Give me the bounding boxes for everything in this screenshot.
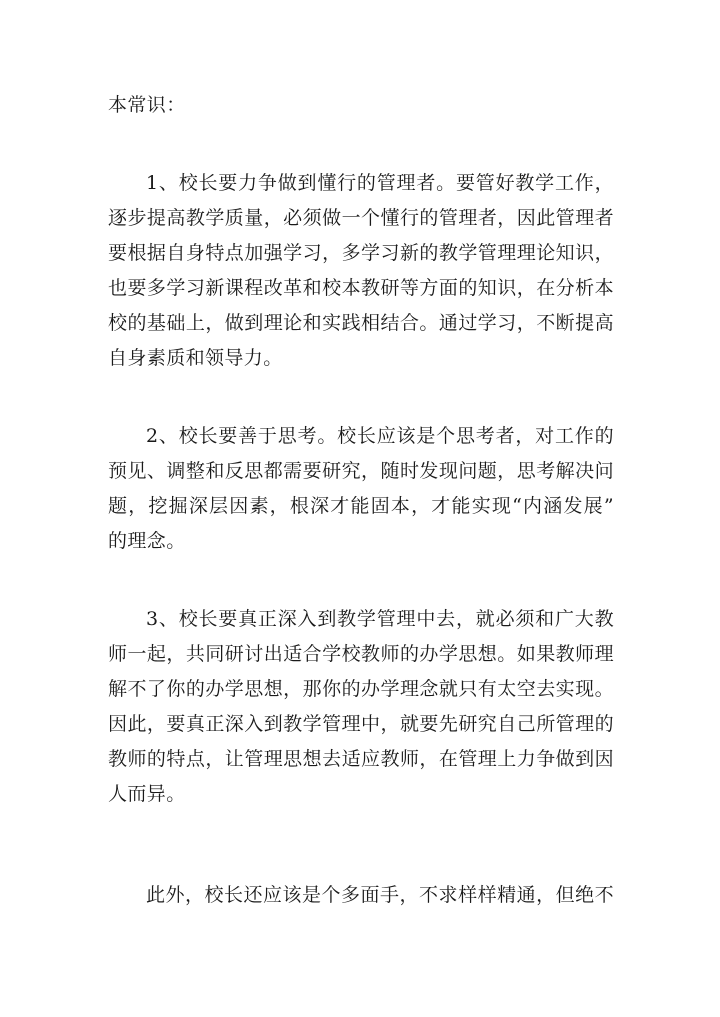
paragraph-1-line-3: 要根据自身特点加强学习，多学习新的教学管理理论知识，: [108, 242, 614, 264]
paragraph-2-line-1: 2、校长要善于思考。校长应该是个思考者，对工作的: [146, 425, 614, 447]
paragraph-2-line-3: 题，挖掘深层因素，根深才能固本，才能实现“内涵发展”: [108, 495, 614, 517]
paragraph-4-line-1: 此外，校长还应该是个多面手，不求样样精通，但绝不: [146, 884, 614, 906]
paragraph-3-line-5: 教师的特点，让管理思想去适应教师，在管理上力争做到因: [108, 748, 614, 770]
paragraph-1-line-2: 逐步提高教学质量，必须做一个懂行的管理者，因此管理者: [108, 207, 614, 229]
paragraph-1-line-6: 自身素质和领导力。: [108, 347, 283, 369]
paragraph-3-line-4: 因此，要真正深入到教学管理中，就要先研究自己所管理的: [108, 713, 614, 735]
paragraph-1-line-5: 校的基础上，做到理论和实践相结合。通过学习，不断提高: [108, 312, 614, 334]
paragraph-3-line-2: 师一起，共同研讨出适合学校教师的办学思想。如果教师理: [108, 643, 614, 665]
paragraph-3-line-1: 3、校长要真正深入到教学管理中去，就必须和广大教: [146, 608, 614, 630]
paragraph-3-line-3: 解不了你的办学思想，那你的办学理念就只有太空去实现。: [108, 678, 614, 700]
paragraph-2-line-2: 预见、调整和反思都需要研究，随时发现问题，思考解决问: [108, 460, 614, 482]
intro-line: 本常识：: [108, 94, 186, 116]
paragraph-2-line-4: 的理念。: [108, 530, 186, 552]
paragraph-3-line-6: 人而异。: [108, 783, 186, 805]
paragraph-1-line-1: 1、校长要力争做到懂行的管理者。要管好教学工作，: [146, 172, 614, 194]
paragraph-1-line-4: 也要多学习新课程改革和校本教研等方面的知识，在分析本: [108, 277, 614, 299]
